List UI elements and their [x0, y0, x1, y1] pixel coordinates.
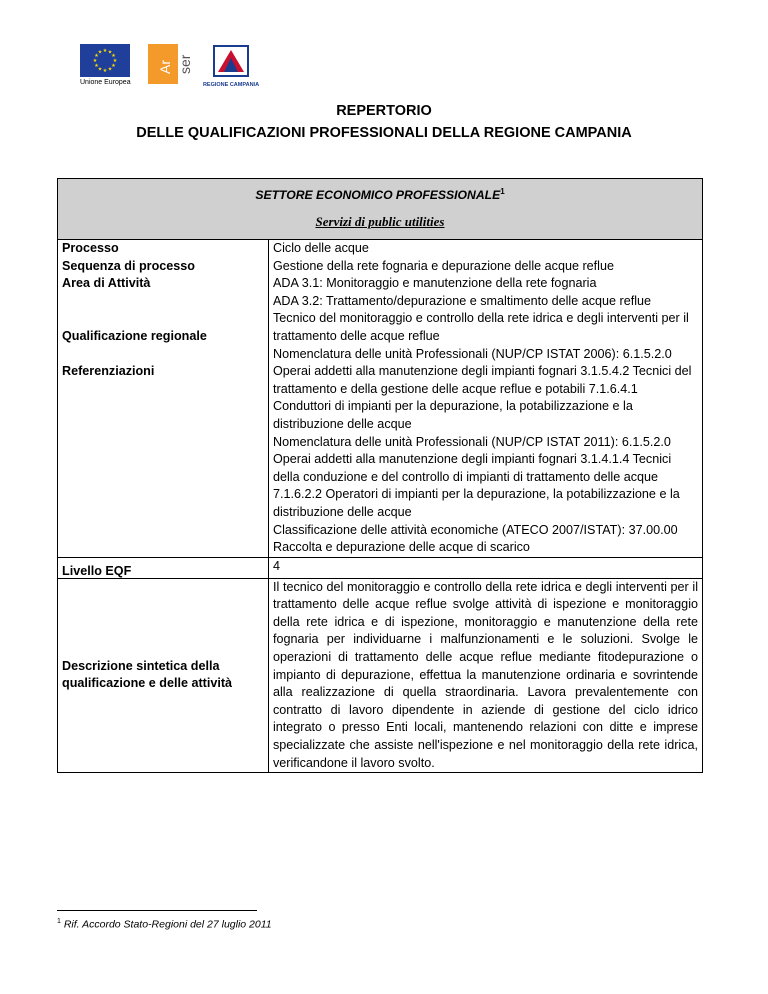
svg-text:REGIONE CAMPANIA: REGIONE CAMPANIA	[202, 82, 260, 88]
svg-text:★: ★	[102, 48, 108, 54]
svg-text:★: ★	[92, 58, 98, 64]
svg-text:★: ★	[94, 63, 99, 69]
value-processo: Ciclo delle acque	[273, 241, 369, 255]
svg-text:★: ★	[94, 53, 99, 59]
svg-text:★: ★	[107, 66, 113, 73]
svg-text:★: ★	[111, 53, 116, 59]
regione-campania-logo	[202, 44, 260, 90]
label-area: Area di Attività	[62, 276, 151, 291]
value-ref-nup-2006: Nomenclatura delle unità Professionali (NUP/CP ISTAT 2006): 6.1.5.2.0 Operai addetti alla manutenzione degli impianti fognari 3.1.5.4.2 Tecnici del trattamento e della gestione delle acque reflue e potabili 7.1.6.4.1 Conduttori di impianti per la depurazione, la potabilizzazione e la distribuzione delle acque	[273, 346, 692, 431]
svg-text:★: ★	[102, 68, 108, 74]
svg-text:★: ★	[97, 49, 103, 56]
svg-text:★: ★	[107, 49, 113, 56]
label-column	[58, 240, 269, 558]
svg-text:★: ★	[97, 66, 103, 73]
document-title: REPERTORIO	[336, 103, 432, 119]
value-column	[269, 240, 703, 558]
footnote-ref[interactable]: 1	[500, 187, 505, 196]
value-sequenza: Gestione della rete fognaria e depurazione delle acque reflue	[273, 258, 614, 273]
value-descrizione: Il tecnico del monitoraggio e controllo della rete idrica e degli interventi per il trattamento delle acque reflue svolge attività di ispezione e monitoraggio della rete idrica e di ispezione, monitoraggio e manutenzione della rete fognaria per individuarne i malfunzionamenti e le soluzioni. Svolge le operazioni di trattamento delle acque reflue mediante fitodepurazione o impianto di depurazione, effettua la manutenzione ordinaria e sovrintende alla realizzazione di quella straordinaria. Lavora prevalentemente con contratto di lavoro dipendente in aziende di gestione del ciclo idrico integrato o presso Enti locali, mantenendo relazioni con ditte e imprese specializzate che assiste nell'ispezione e nel monitoraggio della rete idrica, verificandone il lavoro svolto.	[269, 578, 703, 773]
value-ref-nup-2011: Nomenclatura delle unità Professionali (NUP/CP ISTAT 2011): 6.1.5.2.0 Operai addetti alla manutenzione degli impianti fognari 3.1.4.1.4 Tecnici della conduzione e del controllo di impianti di trattamento delle acque 7.1.6.2.2 Operatori di impianti per la depurazione, la potabilizzazione e la distribuzione delle acque	[273, 434, 680, 519]
qualification-table	[57, 178, 703, 773]
arser-logo	[148, 44, 202, 84]
sector-label: SETTORE ECONOMICO PROFESSIONALE$^1$	[255, 187, 505, 203]
footnote-mark: 1	[57, 918, 61, 925]
label-sequenza: Sequenza di processo	[62, 258, 195, 273]
value-area-1: ADA 3.1: Monitoraggio e manutenzione della rete fognaria	[273, 276, 597, 291]
value-eqf: 4	[269, 557, 703, 578]
logo-bar	[80, 44, 260, 90]
label-referenziazioni: Referenziazioni	[62, 364, 155, 379]
sector-name: Servizi di public utilities	[315, 214, 445, 230]
footnote	[57, 918, 272, 931]
label-processo: Processo	[62, 241, 119, 255]
label-eqf: Livello EQF	[58, 557, 269, 578]
document-subtitle: DELLE QUALIFICAZIONI PROFESSIONALI DELLA REGIONE CAMPANIA	[136, 125, 632, 141]
svg-text:★: ★	[111, 63, 116, 69]
svg-text:★: ★	[112, 58, 118, 64]
eu-caption: Unione Europea	[80, 79, 131, 86]
label-descrizione: Descrizione sintetica della qualificazione e delle attività	[58, 578, 269, 773]
footnote-rule	[57, 910, 257, 911]
value-qualificazione: Tecnico del monitoraggio e controllo della rete idrica e degli interventi per il trattamento delle acque reflue	[273, 311, 689, 343]
value-ref-ateco: Classificazione delle attività economiche (ATECO 2007/ISTAT): 37.00.00 Raccolta e depurazione delle acque di scarico	[273, 522, 678, 555]
value-area-2: ADA 3.2: Trattamento/depurazione e smaltimento delle acque reflue	[273, 293, 652, 308]
eu-flag-logo	[80, 44, 130, 77]
svg-text:Ar: Ar	[157, 60, 173, 74]
footnote-text: Rif. Accordo Stato-Regioni del 27 luglio 2011	[63, 918, 272, 931]
sector-header	[58, 179, 703, 240]
label-qualificazione: Qualificazione regionale	[62, 328, 207, 343]
svg-text:ser: ser	[177, 54, 193, 74]
